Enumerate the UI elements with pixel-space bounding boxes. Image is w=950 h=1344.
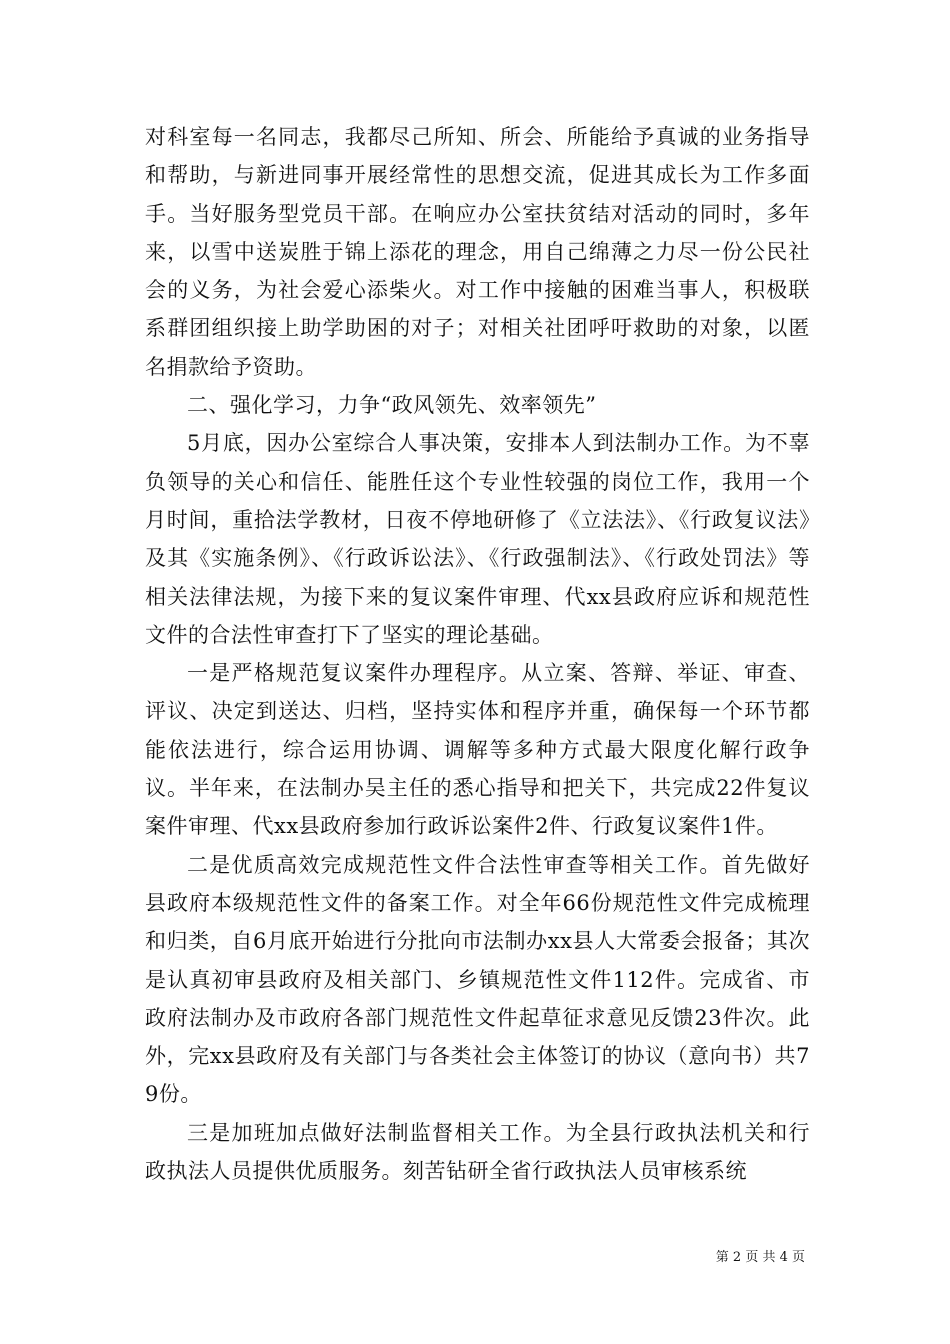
section-heading: 二、强化学习，力争“政风领先、效率领先” <box>187 393 597 418</box>
paragraph-study: 5月底，因办公室综合人事决策，安排本人到法制办工作。为不辜负领导的关心和信任、能胜任这个专业性较强的岗位工作，我用一个月时间，重拾法学教材，日夜不停地研修了《立法法》、《行政复议法》及其《实施条例》、《行政诉讼法》、《行政强制法》、《行政处罚法》等相关法律法规，为接下来的复议案件审理、代xx县政府应诉和规范性文件的合法性审查打下了坚实的理论基础。 <box>145 431 810 647</box>
paragraph-normative-documents: 二是优质高效完成规范性文件合法性审查等相关工作。首先做好县政府本级规范性文件的备案工作。对全年66份规范性文件完成梳理和归类，自6月底开始进行分批向市法制办xx县人大常委会报备；其次是认真初审县政府及相关部门、乡镇规范性文件112件。完成省、市政府法制办及市政府各部门规范性文件起草征求意见反馈23件次。此外，完xx县政府及有关部门与各类社会主体签订的协议（意向书）共79份。 <box>145 852 810 1107</box>
paragraph-review-cases: 一是严格规范复议案件办理程序。从立案、答辩、举证、审查、评议、决定到送达、归档，坚持实体和程序并重，确保每一个环节都能依法进行，综合运用协调、调解等多种方式最大限度化解行政争议。半年来，在法制办吴主任的悉心指导和把关下，共完成22件复议案件审理、代xx县政府参加行政诉讼案件2件、行政复议案件1件。 <box>145 661 810 839</box>
document-body <box>145 118 810 1190</box>
paragraph-supervision: 三是加班加点做好法制监督相关工作。为全县行政执法机关和行政执法人员提供优质服务。刻苦钻研全省行政执法人员审核系统 <box>145 1120 810 1184</box>
page-number-footer: 第 2 页 共 4 页 <box>715 1250 805 1265</box>
paragraph-continuation: 对科室每一名同志，我都尽己所知、所会、所能给予真诚的业务指导和帮助，与新进同事开展经常性的思想交流，促进其成长为工作多面手。当好服务型党员干部。在响应办公室扶贫结对活动的同时，多年来，以雪中送炭胜于锦上添花的理念，用自己绵薄之力尽一份公民社会的义务，为社会爱心添柴火。对工作中接触的困难当事人，积极联系群团组织接上助学助困的对子；对相关社团呼吁救助的对象，以匿名捐款给予资助。 <box>145 125 810 379</box>
